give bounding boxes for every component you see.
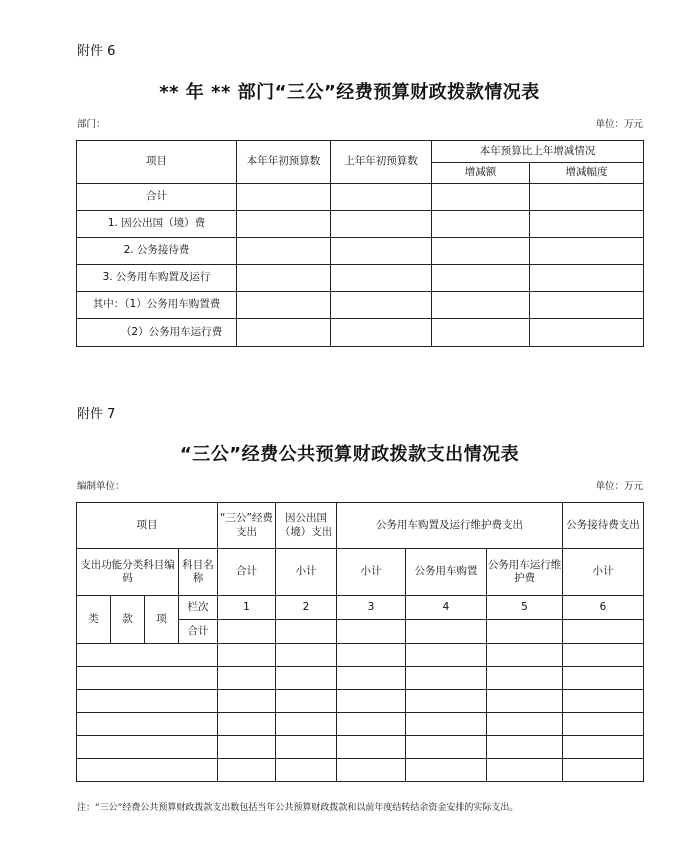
table-cell: [337, 667, 406, 690]
table-cell: [563, 713, 644, 736]
table-cell: [487, 667, 563, 690]
table-cell: [563, 759, 644, 782]
table-cell: [432, 292, 530, 319]
table-cell: [487, 644, 563, 667]
row-label-vehicle: 3. 公务用车购置及运行: [77, 265, 237, 292]
table-row: [77, 713, 644, 736]
table-cell: [77, 667, 218, 690]
header-subtotal-abroad: 小计: [276, 549, 337, 596]
table-cell: [331, 238, 432, 265]
unit-label-7: 单位：万元: [595, 481, 643, 492]
header-item: 项目: [77, 141, 237, 184]
table-cell: [337, 759, 406, 782]
header-previous-budget: 上年年初预算数: [331, 141, 432, 184]
table-cell: [432, 319, 530, 347]
table-cell: [432, 211, 530, 238]
table-cell: [530, 238, 644, 265]
page-title-6: ** 年 ** 部门“三公”经费预算财政拨款情况表: [159, 82, 540, 103]
table-cell: [218, 620, 276, 644]
header-subject-name: 科目名称: [179, 549, 218, 596]
row-label-abroad: 1. 因公出国（境）费: [77, 211, 237, 238]
table-cell: [276, 667, 337, 690]
table-cell: [563, 644, 644, 667]
table-cell: [406, 667, 487, 690]
table-cell: [530, 184, 644, 211]
table-cell: [487, 759, 563, 782]
header-vehicle-maint: 公务用车运行维护费: [487, 549, 563, 596]
header-change-amount: 增减额: [432, 163, 530, 184]
header-vehicle-group: 公务用车购置及运行维护费支出: [337, 503, 563, 549]
column-number: 4: [406, 596, 487, 620]
table-cell: [406, 644, 487, 667]
table-cell: [237, 292, 331, 319]
table-cell: [237, 238, 331, 265]
table-row: [77, 736, 644, 759]
table-cell: [218, 690, 276, 713]
table-cell: [77, 713, 218, 736]
column-number: 5: [487, 596, 563, 620]
row-label-vehicle-purchase: 其中：（1）公务用车购置费: [77, 292, 237, 319]
table-cell: [276, 713, 337, 736]
row-label-vehicle-operation: （2）公务用车运行费: [77, 319, 237, 347]
table-cell: [406, 736, 487, 759]
table-cell: [406, 620, 487, 644]
budget-table: [76, 140, 644, 347]
table-cell: [276, 620, 337, 644]
table-cell: [487, 736, 563, 759]
table-cell: [337, 690, 406, 713]
table-cell: [487, 620, 563, 644]
table-cell: [406, 690, 487, 713]
page-title-7: “三公”经费公共预算财政拨款支出情况表: [179, 444, 520, 465]
table-cell: [218, 713, 276, 736]
table-cell: [331, 211, 432, 238]
table-cell: [77, 759, 218, 782]
column-number: 6: [563, 596, 644, 620]
header-change-group: 本年预算比上年增减情况: [432, 141, 644, 163]
attachment-label-7: 附件 7: [77, 407, 116, 422]
expenditure-table: [76, 502, 644, 782]
table-cell: [218, 667, 276, 690]
table-cell: [432, 265, 530, 292]
table-cell: [331, 265, 432, 292]
table-row: [77, 644, 644, 667]
table-cell: [337, 736, 406, 759]
table-cell: [432, 238, 530, 265]
table-row: [77, 667, 644, 690]
table-cell: [218, 736, 276, 759]
table-cell: [331, 184, 432, 211]
table-cell: [563, 690, 644, 713]
header-change-rate: 增减幅度: [530, 163, 644, 184]
header-total: 合计: [218, 549, 276, 596]
row-label-total: 合计: [77, 184, 237, 211]
table-cell: [237, 319, 331, 347]
header-kuan: 款: [111, 596, 145, 644]
table-cell: [530, 211, 644, 238]
row-label-reception: 2. 公务接待费: [77, 238, 237, 265]
header-subtotal-reception: 小计: [563, 549, 644, 596]
table-cell: [276, 690, 337, 713]
table-cell: [487, 690, 563, 713]
header-three-public: “三公”经费支出: [218, 503, 276, 549]
header-vehicle-purchase: 公务用车购置: [406, 549, 487, 596]
table-cell: [337, 713, 406, 736]
table-cell: [563, 736, 644, 759]
column-number: 2: [276, 596, 337, 620]
table-cell: [563, 620, 644, 644]
footnote: 注：“三公”经费公共预算财政拨款支出数包括当年公共预算财政拨款和以前年度结转结余资金安排的实际支出。: [77, 803, 519, 813]
header-xiang: 项: [145, 596, 179, 644]
table-cell: [237, 265, 331, 292]
table-cell: [218, 644, 276, 667]
table-cell: [530, 265, 644, 292]
table-cell: [337, 620, 406, 644]
attachment-label-6: 附件 6: [77, 44, 116, 59]
table-cell: [218, 759, 276, 782]
table-cell: [237, 211, 331, 238]
column-number: 1: [218, 596, 276, 620]
table-cell: [432, 184, 530, 211]
header-current-budget: 本年年初预算数: [237, 141, 331, 184]
dept-label: 部门：: [77, 119, 106, 130]
header-column-no: 栏次: [179, 596, 218, 620]
org-label: 编制单位：: [77, 481, 125, 492]
column-number: 3: [337, 596, 406, 620]
row-label-sum: 合计: [179, 620, 218, 644]
header-func-class: 支出功能分类科目编码: [77, 549, 179, 596]
header-subtotal-vehicle: 小计: [337, 549, 406, 596]
table-cell: [237, 184, 331, 211]
table-cell: [77, 644, 218, 667]
table-cell: [487, 713, 563, 736]
table-cell: [530, 319, 644, 347]
table-cell: [77, 736, 218, 759]
table-cell: [331, 319, 432, 347]
header-abroad: 因公出国（境）支出: [276, 503, 337, 549]
table-row: [77, 759, 644, 782]
header-reception: 公务接待费支出: [563, 503, 644, 549]
table-cell: [406, 759, 487, 782]
table-row: [77, 690, 644, 713]
table-cell: [77, 690, 218, 713]
table-cell: [276, 644, 337, 667]
table-cell: [530, 292, 644, 319]
table-cell: [406, 713, 487, 736]
header-lei: 类: [77, 596, 111, 644]
table-cell: [276, 736, 337, 759]
table-cell: [337, 644, 406, 667]
table-cell: [331, 292, 432, 319]
header-item-2: 项目: [77, 503, 218, 549]
unit-label-6: 单位：万元: [595, 119, 643, 130]
table-cell: [276, 759, 337, 782]
table-cell: [563, 667, 644, 690]
